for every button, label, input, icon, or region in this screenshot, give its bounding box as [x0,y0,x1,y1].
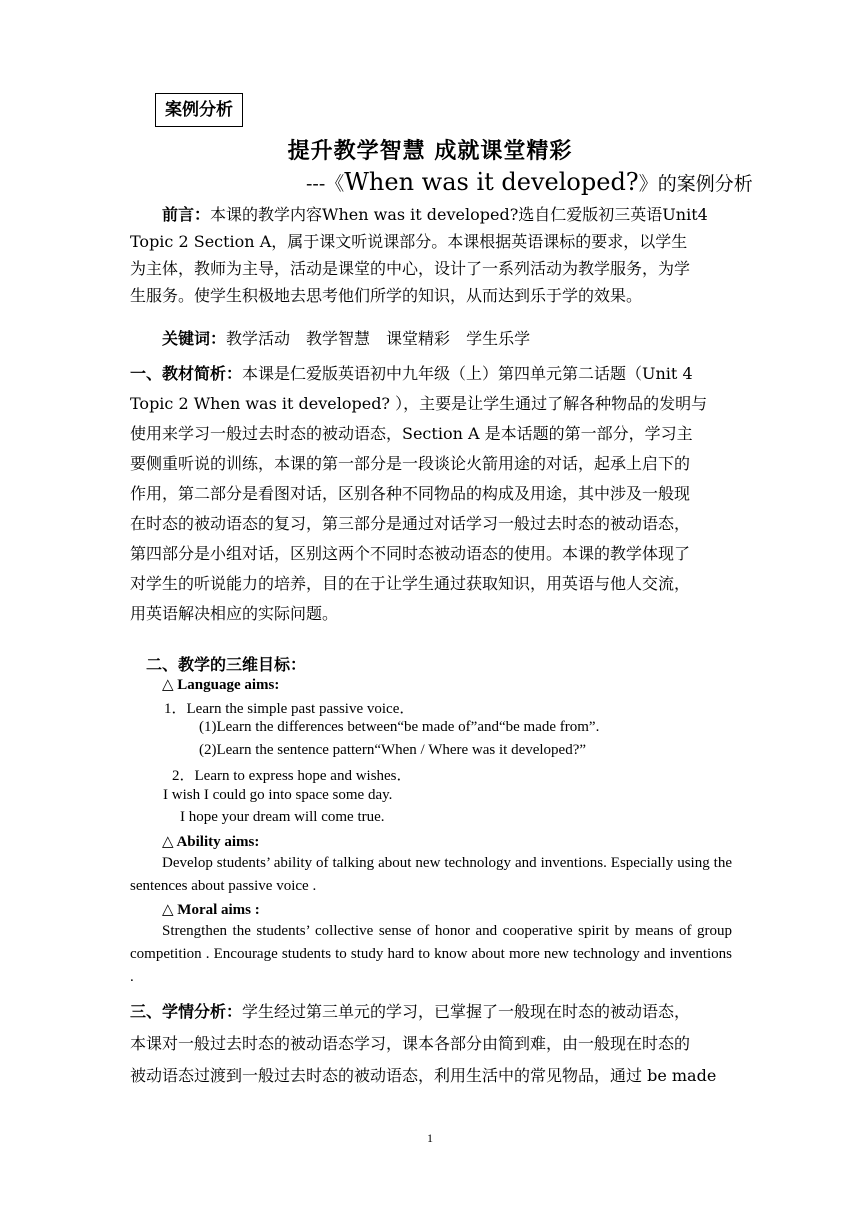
preface-line: 生服务。使学生积极地去思考他们所学的知识，从而达到乐于学的效果。 [130,286,643,305]
section-heading: 一、教材简析： [130,364,243,383]
section-textbook-analysis: 一、教材简析：本课是仁爱版英语初中九年级（上）第四单元第二话题（Unit 4 Topic 2 When was it developed? ），主要是让学生通过了解各种物品的发明与 使用来学习一般过去时态的被动语态，Section A 是本话题的第一部分，学习主 要侧重听说的训练，本课的第一部分是一段谈论火箭用途的对话，起承上启下的 作用，第二部分是看图对话，区别各种不同物品的构成及用途，其中涉及一般现 在时态的被动语态的复习，第三部分是通过对话学习一般过去时态的被动语态， 第四部分是小组对话，区别这两个不同时态被动语态的使用。本课的教学体现了 对学生的听说能力的培养，目的在于让学生通过获取知识，用英语与他人交流， 用英语解决相应的实际问题。 [130,364,708,623]
ability-aims-text: Develop students’ ability of talking about new technology and inventions. Especially using the sentences about passive voice . [130,855,732,894]
preface-paragraph [130,201,730,309]
subtitle-prefix: ---《 [306,173,345,195]
example-sentence: I hope your dream will come true. [180,809,385,825]
case-analysis-box: 案例分析 [155,93,243,127]
keywords-line [130,325,730,352]
keyword: 课堂精彩 [386,329,451,348]
keywords-label: 关键词： [162,329,227,348]
language-aims-heading: △ Language aims: [162,677,280,693]
aim-subitem: (2)Learn the sentence pattern“When / Where was it developed?” [199,742,587,758]
subtitle-suffix: 》的案例分析 [638,173,753,195]
page-subtitle [306,168,753,196]
moral-aims-text: Strengthen the students’ collective sense of honor and cooperative spirit by means of group competition . Encourage students to study hard to know about more new technology and inventions . [130,923,732,985]
aim-subitem: (1)Learn the differences between“be made of”and“be made from”. [199,719,600,735]
ability-aims-heading: △ Ability aims: [162,834,260,850]
section-heading: 二、教学的三维目标： [146,655,307,674]
page-title: 提升教学智慧 成就课堂精彩 [287,138,573,164]
keyword: 教学智慧 [306,329,371,348]
preface-line: 前言：本课的教学内容When was it developed?选自仁爱版初三英语Unit4 [162,205,708,224]
page-number: 1 [427,1131,433,1145]
subtitle-english: When was it developed? [344,168,639,196]
moral-aims-heading: △ Moral aims : [162,902,260,918]
section-heading: 三、学情分析： [130,1002,243,1021]
aim-item: 1．Learn the simple past passive voice． [164,701,415,717]
preface-line: 为主体，教师为主导，活动是课堂的中心，设计了一系列活动为教学服务，为学 [130,259,691,278]
preface-label: 前言： [162,205,211,224]
example-sentence: I wish I could go into space some day. [163,787,393,803]
preface-line: Topic 2 Section A，属于课文听说课部分。本课根据英语课标的要求，以学生 [130,232,688,251]
keyword: 教学活动 [226,329,291,348]
keyword: 学生乐学 [466,329,531,348]
section-student-analysis: 三、学情分析：学生经过第三单元的学习，已掌握了一般现在时态的被动语态， 本课对一般过去时态的被动语态学习，课本各部分由简到难，由一般现在时态的 被动语态过渡到一般过去时态的被动语态，利用生活中的常见物品，通过 be made [130,1002,717,1085]
aim-item: 2．Learn to express hope and wishes． [172,768,412,784]
